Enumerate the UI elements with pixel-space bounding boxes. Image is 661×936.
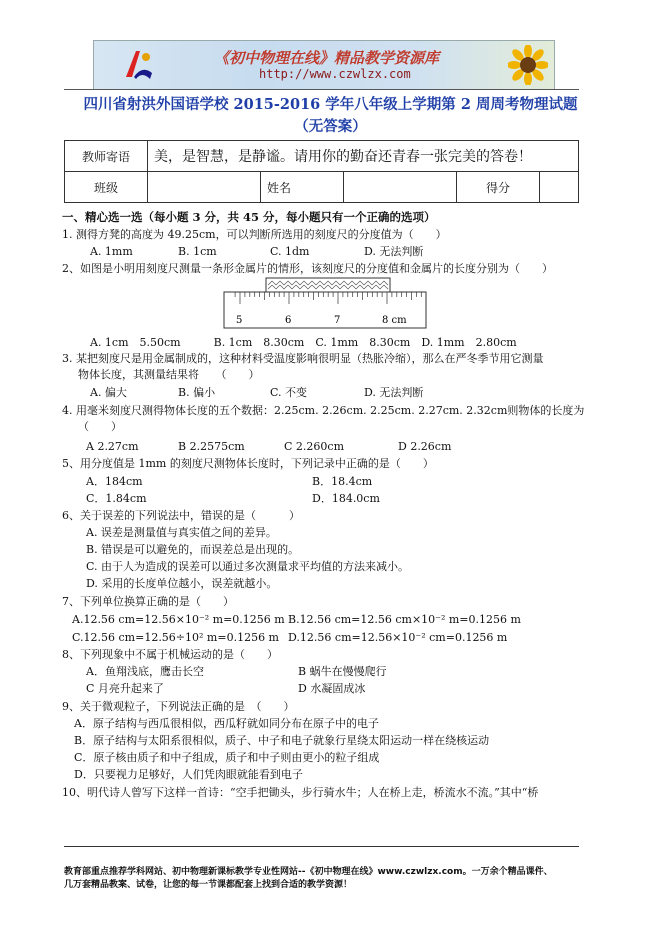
question-4-stem-line2: （ ）	[78, 420, 122, 433]
section-heading: 一、精心选一选（每小题 3 分，共 45 分，每小题只有一个正确的选项）	[62, 210, 436, 224]
q7-option-a: A.12.56 cm=12.56×10⁻² m=0.1256 m	[72, 613, 285, 626]
q9-option-d: D．只要视力足够好，人们凭肉眼就能看到电子	[74, 768, 303, 781]
footer-rule	[64, 846, 579, 847]
q4-option-b: B 2.2575cm	[178, 440, 245, 453]
question-3-stem-line2: 物体长度，其测量结果将 （ ）	[78, 368, 260, 381]
q9-option-b: B．原子结构与太阳系很相似，质子、中子和电子就象行星绕太阳运动一样在绕核运动	[74, 734, 490, 747]
q5-option-b: B．18.4cm	[312, 475, 373, 488]
q9-option-a: A．原子结构与西瓜很相似，西瓜籽就如同分布在原子中的电子	[74, 717, 379, 730]
q3-option-c: C. 不变	[270, 386, 308, 399]
teacher-message: 美，是智慧，是静谧。请用你的勤奋还青春一张完美的答卷！	[148, 141, 579, 172]
q8-option-b: B 蜗牛在慢慢爬行	[298, 665, 387, 678]
question-4-stem-line1: 4. 用毫米刻度尺测得物体长度的五个数据：2.25cm. 2.26cm. 2.25cm. 2.27cm. 2.32cm则物体的长度为	[62, 404, 585, 417]
q6-option-a: A. 误差是测量值与真实值之间的差异。	[86, 526, 277, 539]
name-label: 姓名	[261, 172, 344, 203]
q5-option-a: A．184cm	[86, 475, 143, 488]
info-table	[64, 140, 579, 203]
q7-option-b: B.12.56 cm=12.56 cm×10⁻² m=0.1256 m	[288, 613, 521, 626]
question-8-stem: 8、下列现象中不属于机械运动的是（ ）	[62, 648, 278, 661]
site-logo-icon	[122, 47, 156, 83]
footer-line-2: 几万套精品教案、试卷，让您的每一节课都配套上找到合适的教学资源！	[64, 880, 353, 890]
q4-option-a: A 2.27cm	[86, 440, 139, 453]
q5-option-c: C．1.84cm	[86, 492, 147, 505]
teacher-label: 教师寄语	[65, 141, 148, 172]
ruler-label-7: 7	[334, 315, 341, 326]
banner-url: http://www.czwlzx.com	[259, 67, 411, 81]
score-field[interactable]	[540, 172, 579, 203]
q3-option-b: B. 偏小	[178, 386, 216, 399]
question-6-stem: 6、关于误差的下列说法中，错误的是（ ）	[62, 509, 300, 522]
q8-option-c: C 月亮升起来了	[86, 682, 164, 695]
question-10-stem: 10、明代诗人曾写下这样一首诗：“空手把锄头，步行骑水牛；人在桥上走，桥流水不流。”其中“桥	[62, 786, 539, 799]
q1-option-c: C. 1dm	[270, 245, 310, 258]
q6-option-b: B. 错误是可以避免的，而误差总是出现的。	[86, 543, 300, 556]
q3-option-a: A. 偏大	[90, 386, 127, 399]
ruler-figure	[222, 276, 428, 330]
q4-option-c: C 2.260cm	[284, 440, 344, 453]
q1-option-a: A. 1mm	[90, 245, 133, 258]
ruler-label-6: 6	[285, 315, 292, 326]
page-subtitle: （无答案）	[294, 118, 367, 135]
class-label: 班级	[65, 172, 148, 203]
q3-option-d: D. 无法判断	[364, 386, 424, 399]
q1-option-d: D. 无法判断	[364, 245, 424, 258]
question-3-stem-line1: 3. 某把刻度尺是用金属制成的，这种材料受温度影响很明显（热胀冷缩），那么在严冬季节用它测量	[62, 352, 544, 365]
page-title: 四川省射洪外国语学校 2015-2016 学年八年级上学期第 2 周周考物理试题	[83, 96, 578, 113]
question-2-stem: 2、如图是小明用刻度尺测量一条形金属片的情形，该刻度尺的分度值和金属片的长度分别为（ ）	[62, 262, 553, 275]
q8-option-d: D 水凝固成冰	[298, 682, 366, 695]
question-1-stem: 1. 测得方凳的高度为 49.25cm，可以判断所选用的刻度尺的分度值为（ ）	[62, 228, 447, 241]
q4-option-d: D 2.26cm	[398, 440, 452, 453]
banner-title: 《初中物理在线》精品教学资源库	[214, 49, 440, 67]
sunflower-icon	[508, 45, 548, 85]
question-5-stem: 5、用分度值是 1mm 的刻度尺测物体长度时，下列记录中正确的是（ ）	[62, 457, 434, 470]
q1-option-b: B. 1cm	[178, 245, 217, 258]
q9-option-c: C．原子核由质子和中子组成，质子和中子则由更小的粒子组成	[74, 751, 380, 764]
header-rule	[64, 89, 579, 90]
q8-option-a: A．鱼翔浅底，鹰击长空	[86, 665, 204, 678]
q7-option-c: C.12.56 cm=12.56÷10² m=0.1256 m	[72, 631, 279, 644]
score-label: 得分	[457, 172, 540, 203]
name-field[interactable]	[344, 172, 457, 203]
ruler-label-5: 5	[236, 315, 243, 326]
class-field[interactable]	[148, 172, 261, 203]
q7-option-d: D.12.56 cm=12.56×10⁻² cm=0.1256 m	[288, 631, 508, 644]
q2-options: A. 1cm 5.50cm B. 1cm 8.30cm C. 1mm 8.30cm D. 1mm 2.80cm	[90, 336, 517, 349]
question-9-stem: 9、关于微观粒子，下列说法正确的是 （ ）	[62, 700, 295, 713]
question-7-stem: 7、下列单位换算正确的是（ ）	[62, 595, 234, 608]
q6-option-c: C. 由于人为造成的误差可以通过多次测量求平均值的方法来减小。	[86, 560, 410, 573]
q5-option-d: D．184.0cm	[312, 492, 380, 505]
header-banner	[93, 40, 555, 90]
footer-line-1: 教育部重点推荐学科网站、初中物理新课标教学专业性网站--《初中物理在线》www.czwlzx.com。一万余个精品课件、	[64, 867, 553, 877]
q6-option-d: D. 采用的长度单位越小，误差就越小。	[86, 577, 278, 590]
ruler-label-8: 8 cm	[382, 315, 407, 326]
